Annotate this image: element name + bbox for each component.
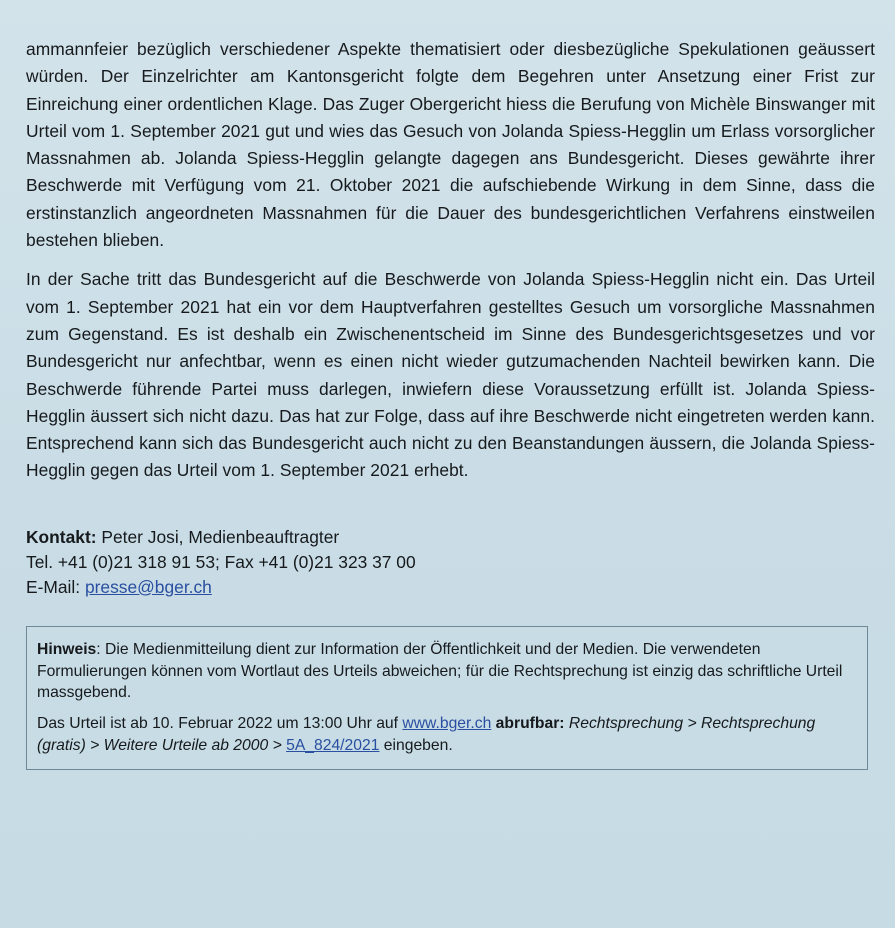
- email-line: [26, 575, 875, 600]
- contact-label: Kontakt:: [26, 526, 97, 547]
- notice-text: : Die Medienmitteilung dient zur Information der Öffentlichkeit und der Medien. Die verwendeten Formulierungen können vom Wortlaut des Urteils abweichen; für die Rechtsprechung ist einzig das schriftliche Urteil massgebend.: [37, 640, 843, 702]
- phone-fax-line: Tel. +41 (0)21 318 91 53; Fax +41 (0)21 323 37 00: [26, 551, 416, 572]
- contact-block: [26, 525, 875, 600]
- email-label: E-Mail:: [26, 576, 85, 597]
- availability-middle: abrufbar:: [491, 715, 569, 733]
- contact-line: [26, 525, 875, 550]
- availability-suffix: eingeben.: [379, 736, 453, 754]
- body-paragraph-1: ammannfeier bezüglich verschiedener Aspekte thematisiert oder diesbezügliche Spekulationen geäussert würden. Der Einzelrichter am Kantonsgericht folgte dem Begehren unter Ansetzung einer Frist zur Einreichung einer ordentlichen Klage. Das Zuger Obergericht hiess die Berufung von Michèle Binswanger mit Urteil vom 1. September 2021 gut und wies das Gesuch von Jolanda Spiess-Hegglin um Erlass vorsorglicher Massnahmen ab. Jolanda Spiess-Hegglin gelangte dagegen ans Bundesgericht. Dieses gewährte ihrer Beschwerde mit Verfügung vom 21. Oktober 2021 die aufschiebende Wirkung in dem Sinne, dass die erstinstanzlich angeordneten Massnahmen für die Dauer des bundesgerichtlichen Verfahrens einstweilen bestehen blieben.: [26, 39, 875, 251]
- availability-paragraph: [37, 713, 853, 757]
- body-paragraph-2: In der Sache tritt das Bundesgericht auf die Beschwerde von Jolanda Spiess-Hegglin nicht ein. Das Urteil vom 1. September 2021 hat ein vor dem Hauptverfahren gestelltes Gesuch um vorsorgliche Massnahmen zum Gegenstand. Es ist deshalb ein Zwischenentscheid im Sinne des Bundesgerichtsgesetzes und vor Bundesgericht nur anfechtbar, wenn es einen nicht wieder gutzumachenden Nachteil bewirken kann. Die Beschwerde führende Partei muss darlegen, inwiefern diese Voraussetzung erfüllt ist. Jolanda Spiess-Hegglin äussert sich nicht dazu. Das hat zur Folge, dass auf ihre Beschwerde nicht eingetreten werden kann. Entsprechend kann sich das Bundesgericht auch nicht zu den Beanstandungen äussern, die Jolanda Spiess-Hegglin gegen das Urteil vom 1. September 2021 erhebt.: [26, 269, 875, 481]
- email-link[interactable]: presse@bger.ch: [84, 576, 212, 597]
- case-number-link[interactable]: 5A_824/2021: [286, 736, 380, 754]
- notice-paragraph: [37, 639, 853, 704]
- notice-label: Hinweis: [37, 640, 97, 658]
- bger-site-link[interactable]: www.bger.ch: [402, 715, 492, 733]
- contact-person: Peter Josi, Medienbeauftragter: [96, 526, 340, 547]
- availability-prefix: Das Urteil ist ab 10. Februar 2022 um 13:00 Uhr auf: [37, 715, 403, 733]
- navigation-path: Rechtsprechung > Rechtsprechung (gratis) > Weitere Urteile ab 2000 >: [37, 715, 816, 754]
- notice-box: [26, 626, 868, 770]
